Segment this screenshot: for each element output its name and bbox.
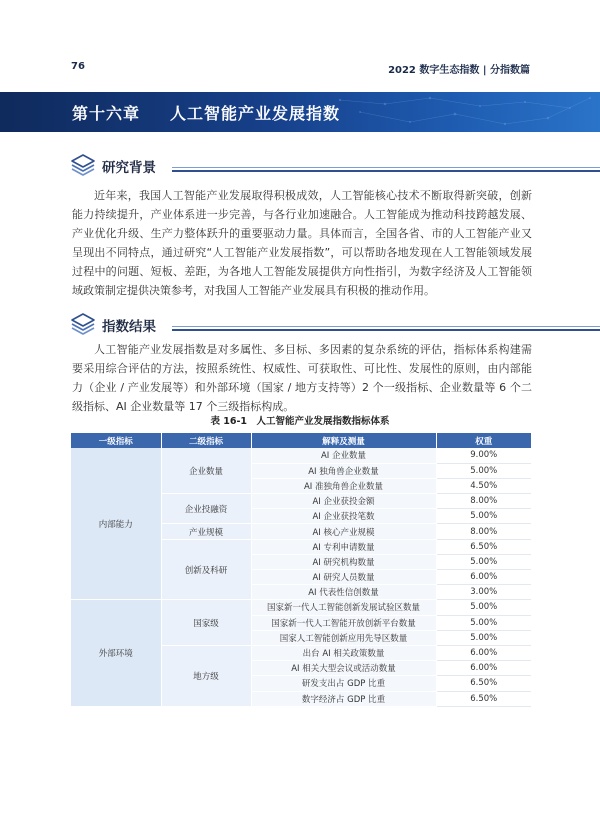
level2-cell: 地方级	[161, 645, 251, 706]
section-heading-results	[70, 311, 530, 339]
weight-cell: 8.00%	[436, 494, 531, 509]
indicator-cell: AI 准独角兽企业数量	[251, 478, 436, 493]
level1-cell: 内部能力	[71, 448, 161, 600]
weight-cell: 6.00%	[436, 661, 531, 676]
column-header: 解释及测量	[251, 433, 436, 448]
level2-cell: 企业数量	[161, 448, 251, 494]
results-paragraph: 人工智能产业发展指数是对多属性、多目标、多因素的复杂系统的评估，指标体系构建需要采用综合评估的方法，按照系统性、权威性、可获取性、可比性、发展性的原则，由内部能力（企业 / 产业发展等）和外部环境（国家 / 地方支持等）2 个一级指标、企业数量等 6 个二级指标、AI 企业数量等 17 个三级指标构成。	[72, 343, 532, 413]
indicator-cell: AI 相关大型会议或活动数量	[251, 661, 436, 676]
stacked-layers-icon	[70, 311, 96, 337]
section-title: 指数结果	[102, 319, 156, 335]
table-caption: 表 16-1 人工智能产业发展指数指标体系	[210, 416, 390, 427]
section-rule	[172, 329, 600, 331]
table-header-row	[71, 433, 531, 448]
weight-cell: 5.00%	[436, 600, 531, 615]
indicator-cell: AI 企业获投笔数	[251, 509, 436, 524]
weight-cell: 5.00%	[436, 630, 531, 645]
indicator-cell: AI 专利申请数量	[251, 539, 436, 554]
weight-cell: 6.50%	[436, 539, 531, 554]
column-header: 权重	[436, 433, 531, 448]
weight-cell: 5.00%	[436, 615, 531, 630]
section-title: 研究背景	[102, 160, 156, 176]
page-number: 76	[71, 61, 85, 72]
indicator-cell: AI 代表性信创数量	[251, 585, 436, 600]
weight-cell: 3.00%	[436, 585, 531, 600]
indicator-cell: 国家新一代人工智能创新发展试验区数量	[251, 600, 436, 615]
background-paragraph: 近年来，我国人工智能产业发展取得积极成效，人工智能核心技术不断取得新突破，创新能力持续提升，产业体系进一步完善，与各行业加速融合。人工智能成为推动科技跨越发展、产业优化升级、生产力整体跃升的重要驱动力量。具体而言，全国各省、市的人工智能产业又呈现出不同特点，通过研究“人工智能产业发展指数”，可以帮助各地发现在人工智能领域发展过程中的问题、短板、差距，为各地人工智能发展提供方向性指引，为数字经济及人工智能领域政策制定提供决策参考，对我国人工智能产业发展具有积极的推动作用。	[72, 189, 532, 297]
weight-cell: 4.50%	[436, 478, 531, 493]
indicator-cell: AI 独角兽企业数量	[251, 463, 436, 478]
section-rule	[172, 170, 600, 172]
chapter-title	[72, 101, 340, 124]
level2-cell: 产业规模	[161, 524, 251, 539]
indicator-cell: AI 研究机构数量	[251, 554, 436, 569]
indicator-cell: AI 研究人员数量	[251, 570, 436, 585]
chapter-banner	[0, 92, 600, 132]
weight-cell: 6.00%	[436, 645, 531, 660]
weight-cell: 6.00%	[436, 570, 531, 585]
indicator-cell: 国家人工智能创新应用先导区数量	[251, 630, 436, 645]
indicator-cell: 国家新一代人工智能开放创新平台数量	[251, 615, 436, 630]
level1-cell: 外部环境	[71, 600, 161, 706]
running-head: 2022 数字生态指数 | 分指数篇	[388, 65, 530, 76]
indicator-cell: AI 企业数量	[251, 448, 436, 463]
level2-cell: 企业投融资	[161, 494, 251, 524]
indicator-table	[71, 433, 531, 707]
indicator-cell: 出台 AI 相关政策数量	[251, 645, 436, 660]
column-header: 二级指标	[161, 433, 251, 448]
chapter-title-text: 人工智能产业发展指数	[170, 104, 341, 123]
weight-cell: 8.00%	[436, 524, 531, 539]
column-header: 一级指标	[71, 433, 161, 448]
weight-cell: 9.00%	[436, 448, 531, 463]
weight-cell: 6.50%	[436, 691, 531, 706]
weight-cell: 5.00%	[436, 554, 531, 569]
stacked-layers-icon	[70, 152, 96, 178]
indicator-cell: 数字经济占 GDP 比重	[251, 691, 436, 706]
indicator-cell: AI 企业获投金额	[251, 494, 436, 509]
indicator-cell: 研发支出占 GDP 比重	[251, 676, 436, 691]
level2-cell: 国家级	[161, 600, 251, 646]
table-row	[71, 448, 531, 463]
weight-cell: 5.00%	[436, 509, 531, 524]
chapter-number: 第十六章	[72, 104, 141, 123]
level2-cell: 创新及科研	[161, 539, 251, 600]
table-row	[71, 600, 531, 615]
indicator-cell: AI 核心产业规模	[251, 524, 436, 539]
weight-cell: 5.00%	[436, 463, 531, 478]
weight-cell: 6.50%	[436, 676, 531, 691]
section-heading-background	[70, 152, 530, 180]
